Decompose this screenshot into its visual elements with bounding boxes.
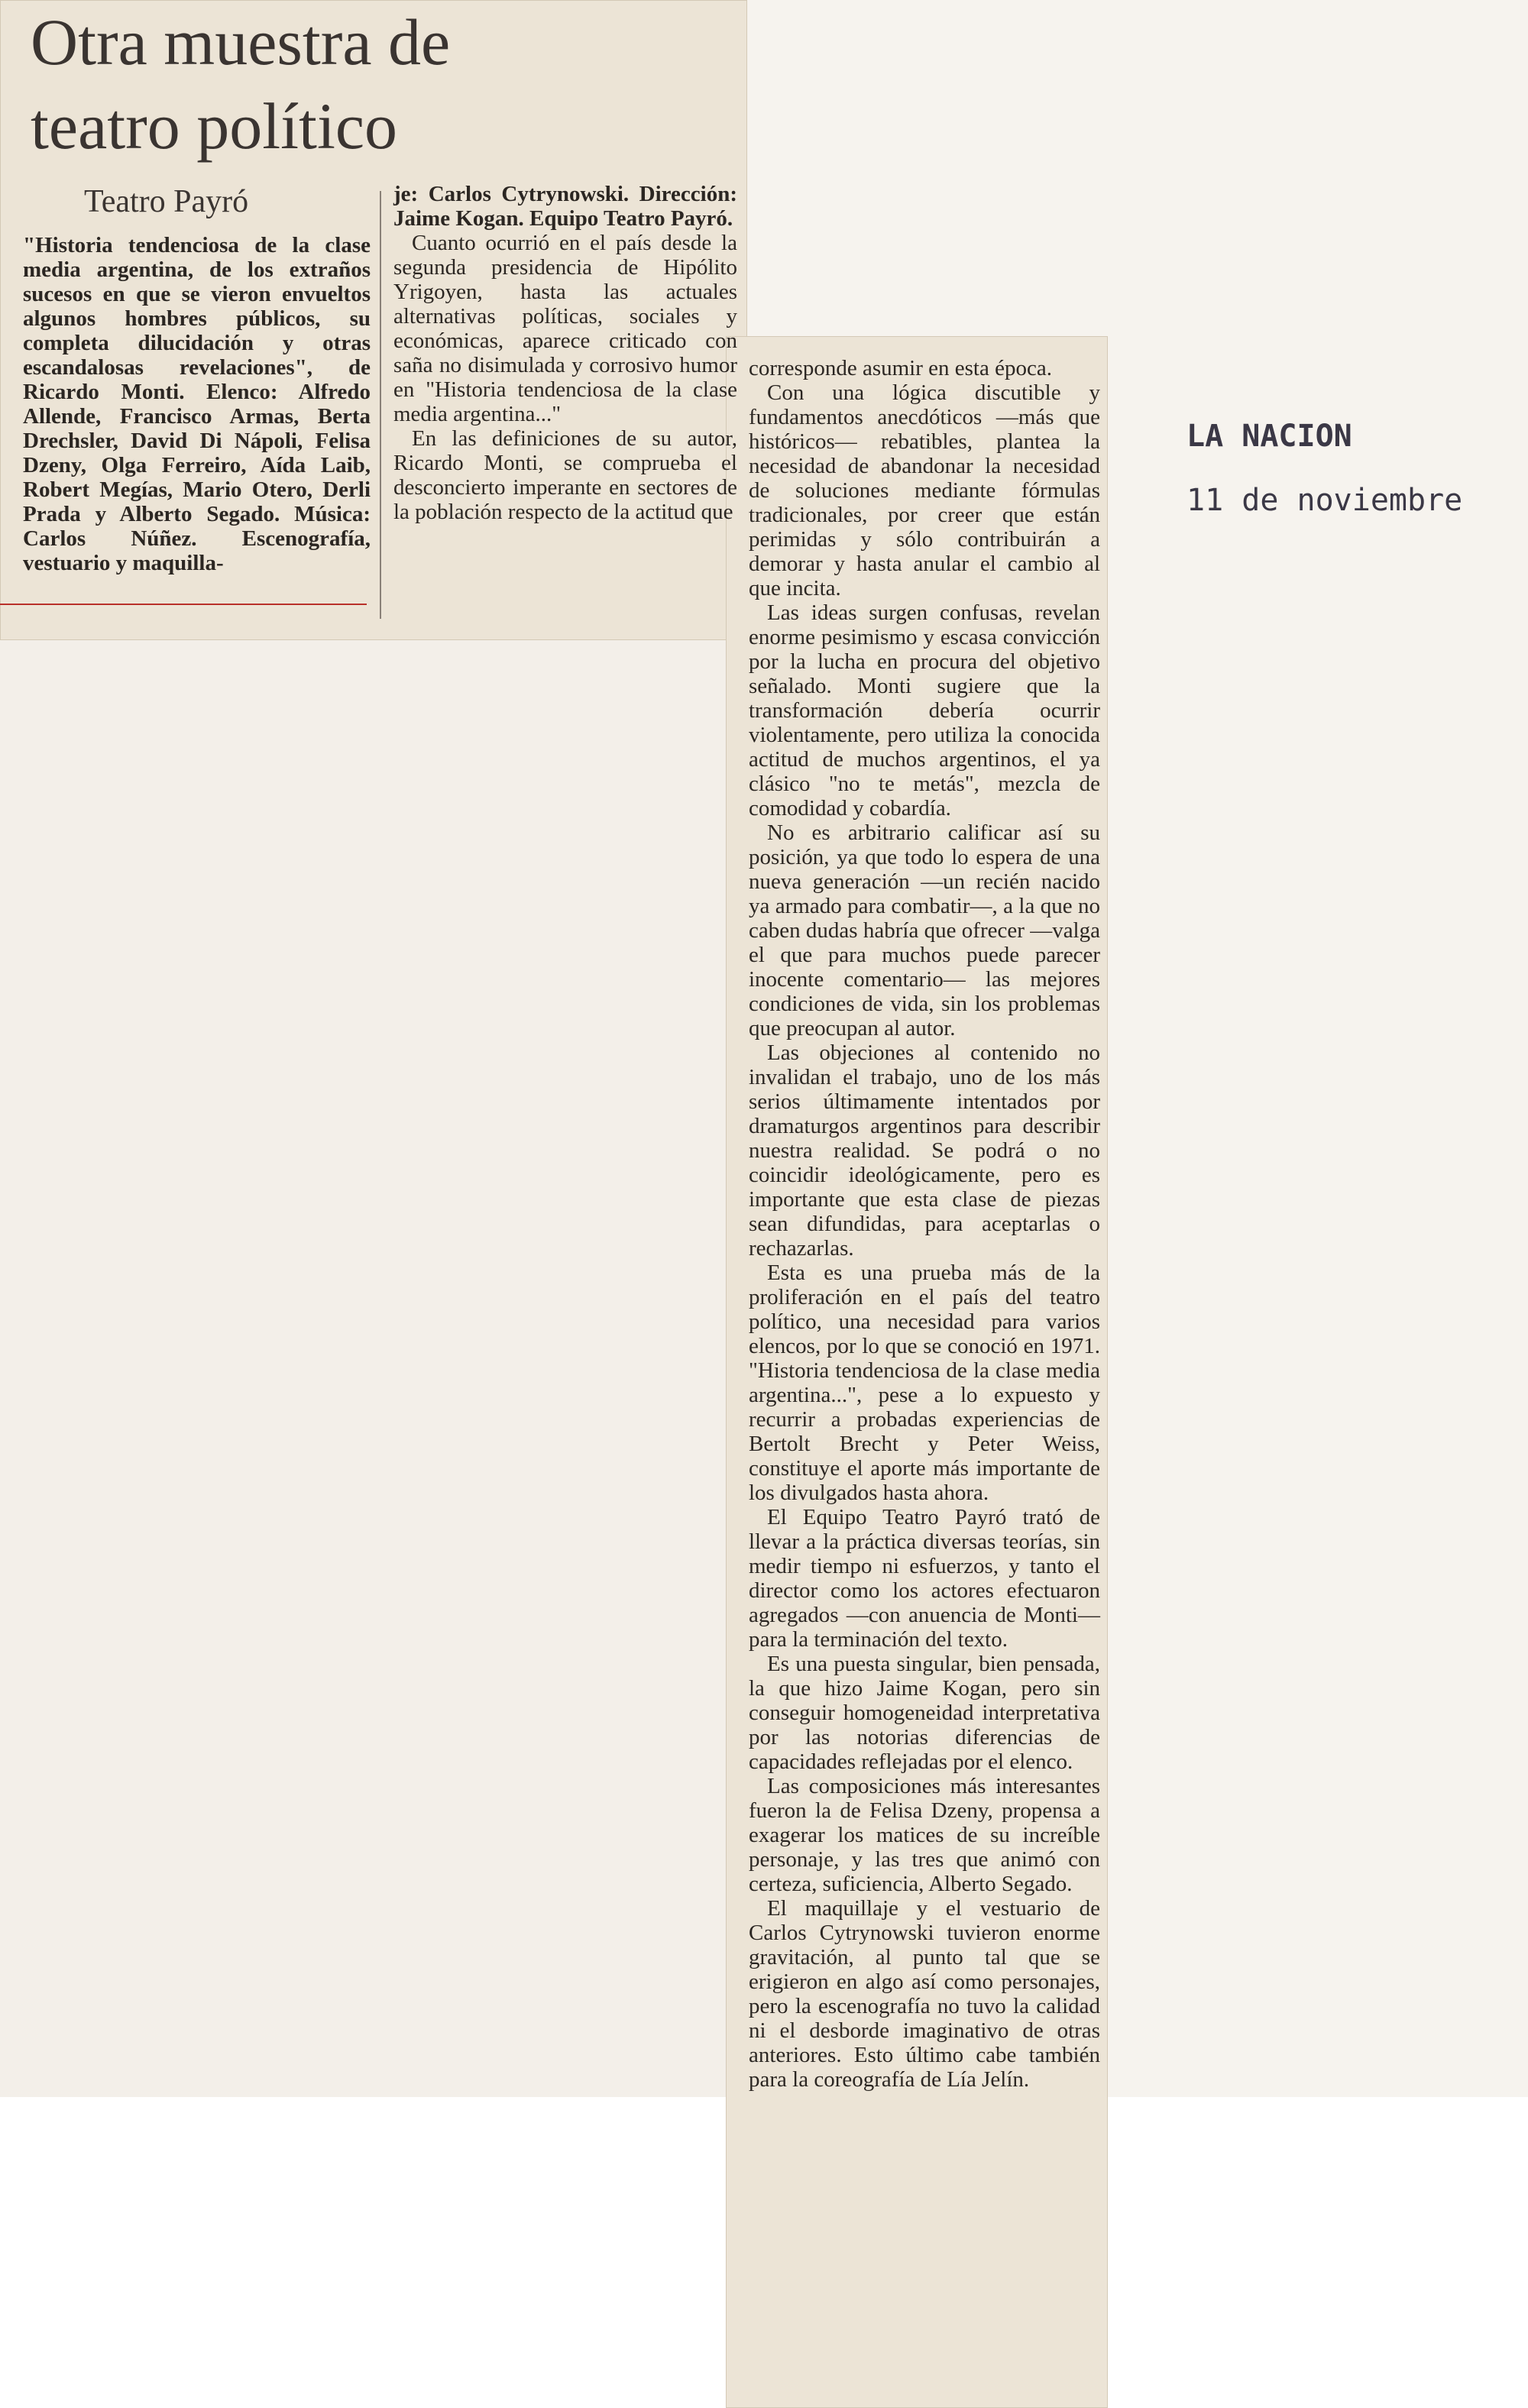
- article-paragraph: El Equipo Teatro Payró trató de llevar a la práctica diversas teorías, sin medir tiempo ni esfuerzos, y tanto el director como los actores efectuaron agregados —con anuencia de Monti— para la terminación del texto.: [749, 1505, 1100, 1652]
- article-paragraph: corresponde asumir en esta época.: [749, 356, 1052, 380]
- article-paragraph: El maquillaje y el vestuario de Carlos Cytrynowski tuvieron enorme gravitación, al punto tal que se erigieron en algo así como personajes, pero la escenografía no tuvo la calidad ni el desborde imaginativo de otras anteriores. Esto último cabe también para la coreografía de Lía Jelín.: [749, 1896, 1100, 2092]
- article-column-2: [393, 182, 737, 524]
- column-divider: [380, 191, 381, 619]
- article-paragraph: Las objeciones al contenido no invalidan el trabajo, uno de los más serios últimamente intentados por dramaturgos argentinos para describir nuestra realidad. Se podrá o no coincidir ideológicamente, pero es importante que esta clase de piezas sean difundidas, para aceptarlas o rechazarlas.: [749, 1041, 1100, 1261]
- article-column-1: [23, 233, 371, 575]
- red-underline: [0, 604, 367, 605]
- article-paragraph: Las composiciones más interesantes fueron la de Felisa Dzeny, propensa a exagerar los matices de su increíble personaje, y las tres que animó con certeza, suficiencia, Alberto Segado.: [749, 1774, 1100, 1896]
- article-paragraph: Con una lógica discutible y fundamentos anecdóticos —más que históricos— rebatibles, plantea la necesidad de abandonar la necesidad de soluciones mediante fórmulas tradicionales, por creer que están perimidas y sólo contribuirán a demorar y hasta anular el cambio al que incita.: [749, 380, 1100, 600]
- article-paragraph: No es arbitrario calificar así su posición, ya que todo lo espera de una nueva generación —un recién nacido ya armado para combatir—, a la que no caben dudas habría que ofrecer —valga el que para muchos puede parecer inocente comentario— las mejores condiciones de vida, sin los problemas que preocupan al autor.: [749, 820, 1100, 1041]
- credits-paragraph: "Historia tendenciosa de la clase media argentina, de los extraños sucesos en que se vieron envueltos algunos hombres públicos, su completa dilucidación y otras escandalosas revelaciones", de Ricardo Monti. Elenco: Alfredo Allende, Francisco Armas, Berta Drechsler, David Di Nápoli, Felisa Dzeny, Olga Ferreiro, Aída Laib, Robert Megías, Mario Otero, Derli Prada y Alberto Segado. Música: Carlos Núñez. Escenografía, vestuario y maquilla-: [23, 233, 371, 575]
- publication-label: LA NACION: [1186, 419, 1352, 454]
- section-heading: Teatro Payró: [84, 184, 249, 219]
- article-paragraph: En las definiciones de su autor, Ricardo Monti, se comprueba el desconcierto imperante en sectores de la población respecto de la actitud que: [393, 426, 737, 524]
- article-paragraph: Cuanto ocurrió en el país desde la segunda presidencia de Hipólito Yrigoyen, hasta las actuales alternativas políticas, sociales y económicas, aparece criticado con saña no disimulada y corrosivo humor en "Historia tendenciosa de la clase media argentina...": [393, 231, 737, 426]
- date-label: 11 de noviembre: [1186, 483, 1463, 518]
- credits-continuation: je: Carlos Cytrynowski. Dirección: Jaime Kogan. Equipo Teatro Payró.: [393, 182, 737, 231]
- article-paragraph: Es una puesta singular, bien pensada, la que hizo Jaime Kogan, pero sin conseguir homogeneidad interpretativa por las notorias diferencias de capacidades reflejadas por el elenco.: [749, 1652, 1100, 1774]
- headline-line-2: teatro político: [31, 89, 398, 163]
- article-paragraph: Las ideas surgen confusas, revelan enorme pesimismo y escasa convicción por la lucha en procura del objetivo señalado. Monti sugiere que la transformación debería ocurrir violentamente, pero utiliza la conocida actitud de muchos argentinos, el ya clásico "no te metás", mezcla de comodidad y cobardía.: [749, 600, 1100, 820]
- headline: [31, 0, 450, 168]
- article-column-3: [749, 356, 1100, 2092]
- headline-line-1: Otra muestra de: [31, 5, 451, 79]
- article-paragraph: Esta es una prueba más de la proliferación en el país del teatro político, una necesidad para varios elencos, por lo que se conoció en 1971. "Historia tendenciosa de la clase media argentina...", pese a lo expuesto y recurrir a probadas experiencias de Bertolt Brecht y Peter Weiss, constituye el aporte más importante de los divulgados hasta ahora.: [749, 1261, 1100, 1505]
